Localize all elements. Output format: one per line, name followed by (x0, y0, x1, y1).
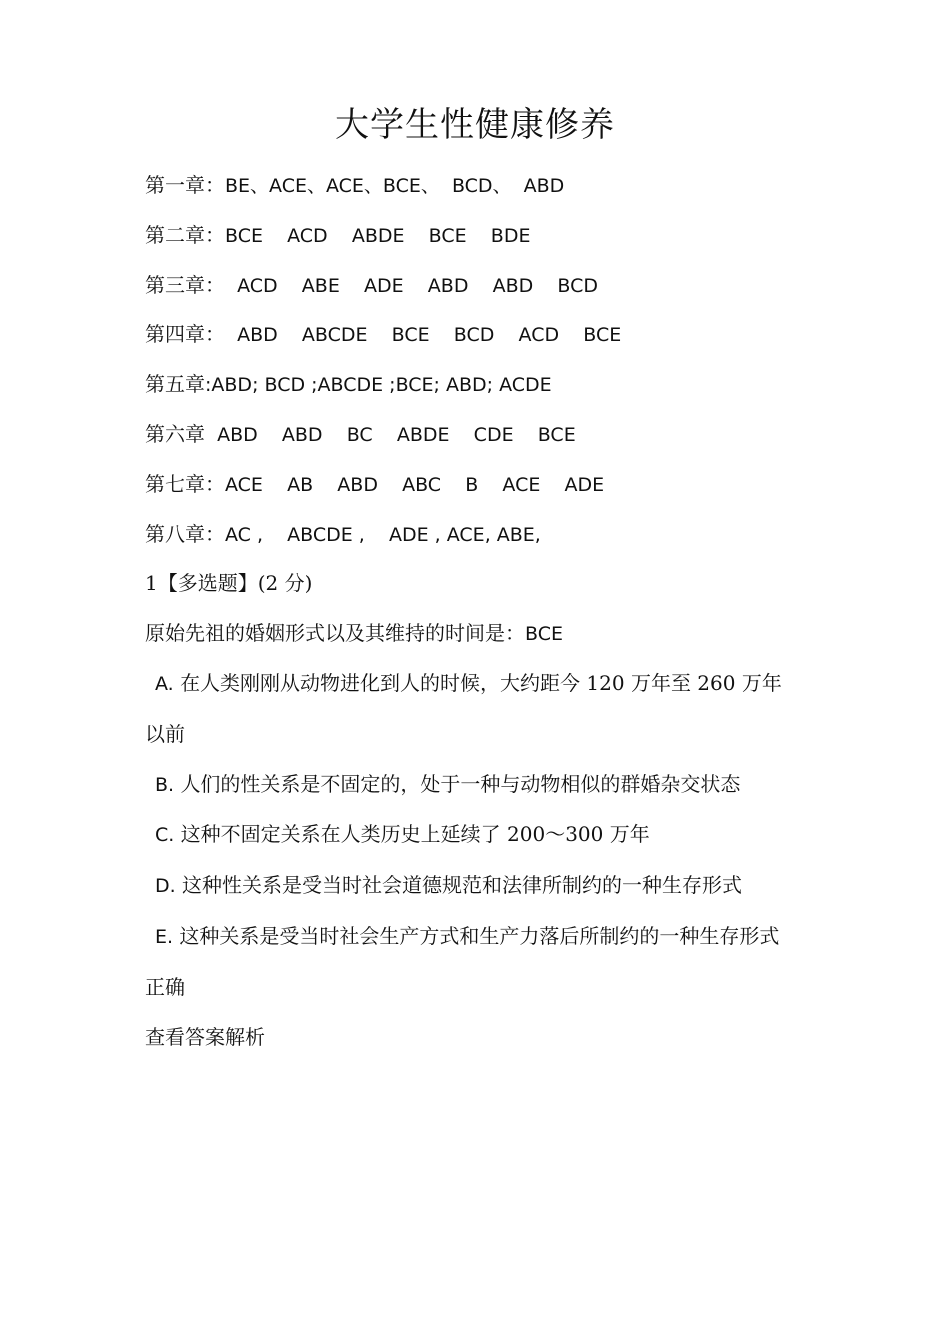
chapter-answers: AC , ABCDE , ADE , ACE, ABE, (225, 523, 541, 546)
option-letter: A. (155, 672, 174, 695)
chapter-answer-line (145, 310, 795, 360)
question-stem (145, 609, 795, 659)
chapter-answer-line (145, 161, 795, 211)
chapter-label: 第八章： (145, 521, 225, 546)
option-letter: C. (155, 824, 175, 847)
chapter-label: 第四章： (145, 322, 225, 347)
question-header: 1【多选题】(2 分) (145, 571, 313, 596)
option-b (145, 760, 795, 811)
document-title: 大学生性健康修养 (335, 105, 615, 145)
option-letter: E. (155, 925, 174, 948)
chapter-answers: ACE AB ABD ABC B ACE ADE (225, 473, 605, 496)
option-text: 在人类刚刚从动物进化到人的时候，大约距今 120 万年至 260 万年以前 (145, 670, 782, 746)
chapter-answers: BCE ACD ABDE BCE BDE (225, 224, 531, 247)
option-text: 人们的性关系是不固定的，处于一种与动物相似的群婚杂交状态 (180, 771, 741, 796)
chapter-answers: ACD ABE ADE ABD ABD BCD (225, 274, 599, 297)
option-text: 这种关系是受当时社会生产方式和生产力落后所制约的一种生存形式 (179, 923, 780, 948)
result-status: 正确 (145, 974, 185, 999)
option-text: 这种不固定关系在人类历史上延续了 200～300 万年 (180, 822, 650, 847)
chapter-answer-line (145, 211, 795, 261)
option-c (145, 810, 795, 861)
view-analysis-link[interactable]: 查看答案解析 (145, 1024, 265, 1049)
question-stem-text: 原始先祖的婚姻形式以及其维持的时间是： (145, 621, 525, 646)
chapter-answer-line (145, 510, 795, 560)
chapter-label: 第二章： (145, 222, 225, 247)
option-a (145, 659, 795, 760)
document-body (145, 161, 795, 1062)
chapter-label: 第三章： (145, 272, 225, 297)
option-e (145, 912, 795, 963)
chapter-label: 第一章： (145, 173, 225, 197)
chapter-answers: ABD ABD BC ABDE CDE BCE (205, 423, 576, 446)
chapter-answer-line (145, 460, 795, 510)
chapter-label: 第六章 (145, 421, 205, 446)
chapter-label: 第七章： (145, 471, 225, 496)
chapter-answers: :ABD; BCD ;ABCDE ;BCE; ABD; ACDE (205, 374, 552, 397)
chapter-label: 第五章 (145, 372, 205, 397)
chapter-answers: BE、ACE、ACE、BCE、 BCD、 ABD (225, 175, 565, 197)
chapter-answer-line (145, 410, 795, 460)
option-letter: D. (155, 875, 176, 898)
chapter-answer-line (145, 261, 795, 311)
option-text: 这种性关系是受当时社会道德规范和法律所制约的一种生存形式 (182, 873, 743, 898)
chapter-answer-line (145, 360, 795, 410)
option-d (145, 861, 795, 912)
option-letter: B. (155, 773, 175, 796)
question-stem-answer: BCE (525, 623, 563, 646)
chapter-answers: ABD ABCDE BCE BCD ACD BCE (225, 324, 622, 347)
